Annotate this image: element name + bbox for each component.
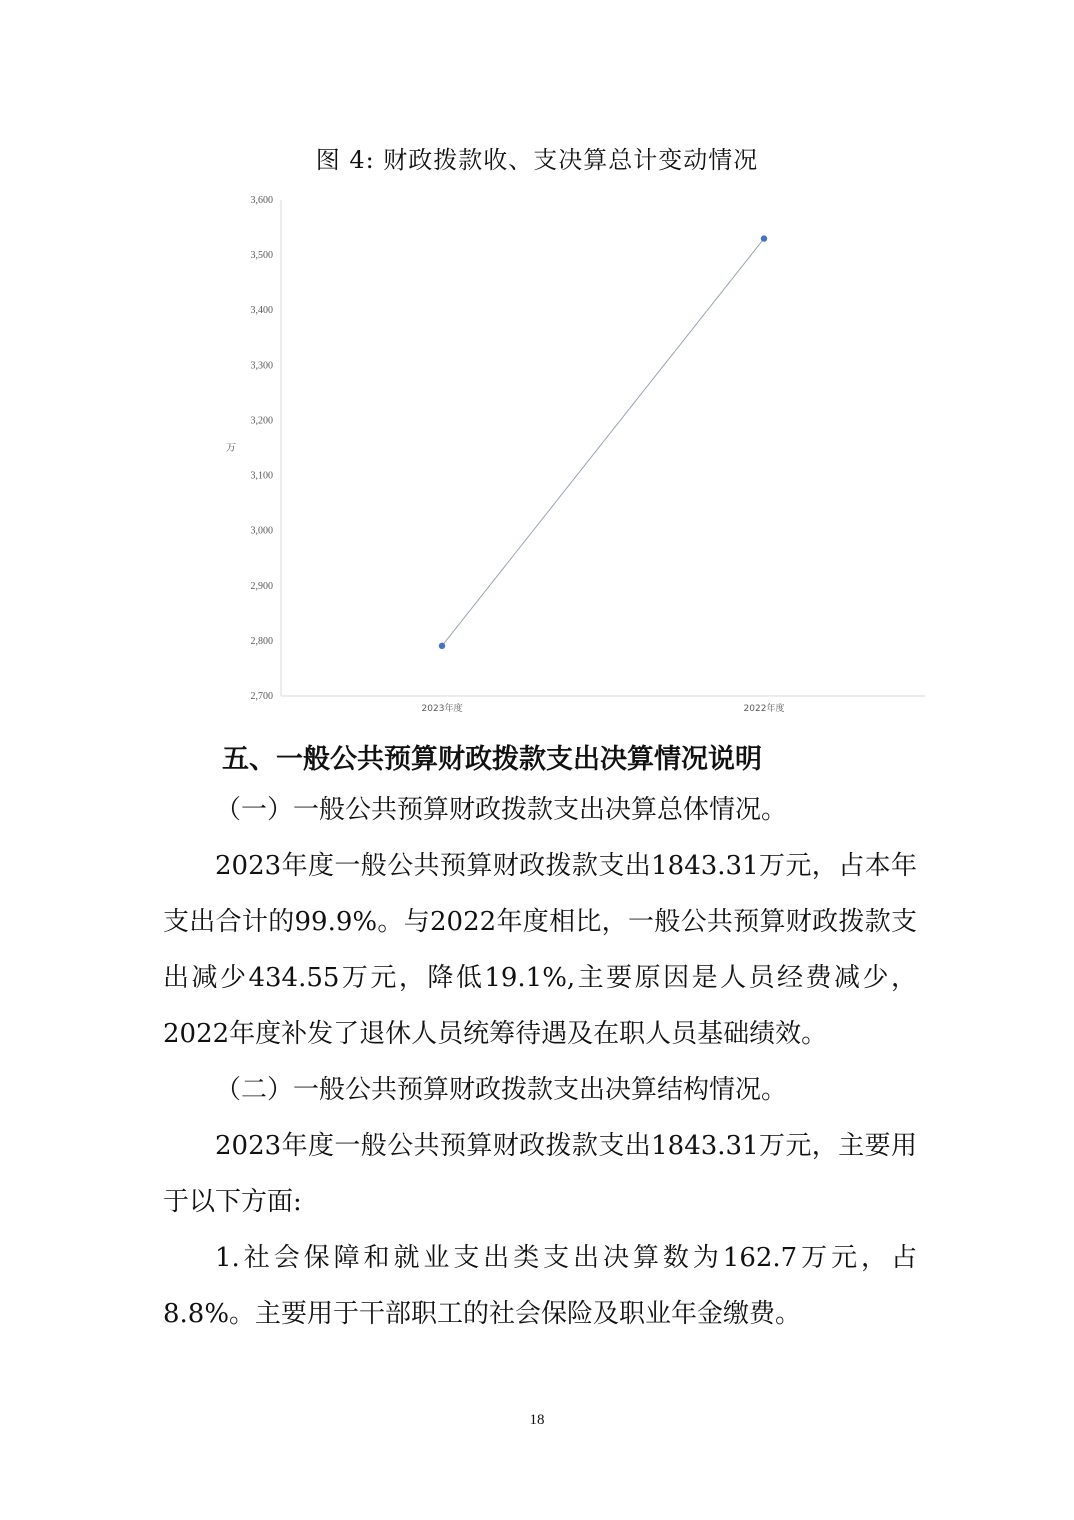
y-axis-ticks	[251, 195, 274, 702]
y-tick-label: 3,400	[250, 305, 273, 317]
y-tick-label: 2,900	[250, 580, 273, 592]
data-point	[761, 235, 767, 241]
paragraph-social-security: 1.社会保障和就业支出类支出决算数为162.7万元，占8.8%。主要用于干部职工的社会保险及职业年金缴费。	[163, 1243, 917, 1329]
page-number: 18	[529, 1412, 545, 1428]
y-axis-label: 万	[226, 443, 236, 454]
series-group	[439, 235, 767, 649]
x-tick-label: 2022年度	[743, 704, 785, 714]
y-tick-label: 3,100	[250, 470, 273, 482]
y-tick-label: 3,500	[250, 250, 273, 262]
section-heading: 五、一般公共预算财政拨款支出决算情况说明	[222, 744, 762, 775]
paragraph-structure: 2023年度一般公共预算财政拨款支出1843.31万元，主要用于以下方面:	[163, 1131, 917, 1217]
chart-title: 图 4: 财政拨款收、支决算总计变动情况	[315, 146, 759, 174]
subheading-structure: （二）一般公共预算财政拨款支出决算结构情况。	[215, 1075, 788, 1105]
y-tick-label: 3,000	[250, 525, 273, 537]
x-tick-label: 2023年度	[421, 704, 463, 714]
y-tick-label: 2,800	[250, 635, 273, 647]
x-axis-ticks	[422, 702, 785, 714]
paragraph-overall: 2023年度一般公共预算财政拨款支出1843.31万元，占本年支出合计的99.9%。与2022年度相比，一般公共预算财政拨款支出减少434.55万元，降低19.1%,主要原因是人员经费减少，2022年度补发了退休人员统筹待遇及在职人员基础绩效。	[163, 851, 917, 1049]
data-point	[439, 643, 445, 649]
line-chart	[215, 188, 935, 718]
subheading-overall: （一）一般公共预算财政拨款支出决算总体情况。	[215, 795, 788, 825]
y-tick-label: 3,300	[250, 360, 273, 372]
body-text	[163, 782, 917, 1342]
y-tick-label: 2,700	[250, 691, 273, 702]
y-tick-label: 3,200	[250, 415, 273, 427]
y-tick-label: 3,600	[250, 195, 273, 206]
series-line	[442, 239, 764, 646]
